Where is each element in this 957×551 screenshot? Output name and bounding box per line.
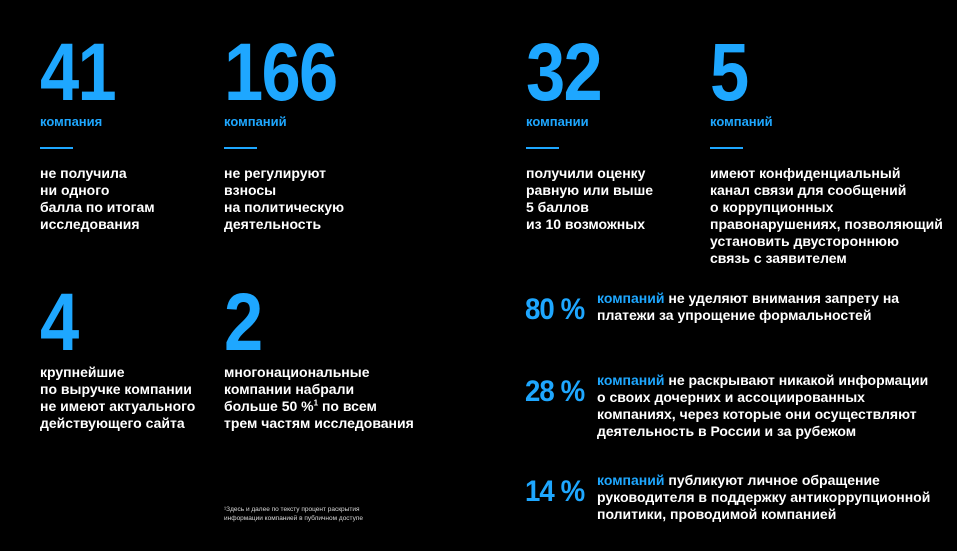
percent-highlight: компаний: [597, 372, 665, 388]
percent-highlight: компаний: [597, 472, 665, 488]
stat-description: имеют конфиденциальный канал связи для сообщений о коррупционных правонарушениях, позволяющий установить двустороннюю связь с заявителем: [710, 165, 943, 266]
percent-description: публикуют личное обращение руководителя в поддержку антикоррупционной политики, проводимой компанией: [597, 472, 931, 522]
percent-row-80: [525, 290, 937, 325]
footnote-mark: 1: [313, 398, 319, 408]
percent-value: 80 %: [525, 293, 585, 326]
accent-divider: [526, 147, 559, 149]
stat-2-companies: [224, 277, 414, 432]
percent-description: не раскрывают никакой информации о своих дочерних и ассоциированных компаниях, через которые они осуществляют деятельность в России и за рубежом: [597, 372, 929, 439]
stat-number: 4: [40, 277, 78, 368]
stat-unit: компания: [40, 114, 103, 129]
accent-divider: [224, 147, 257, 149]
percent-text: [597, 372, 937, 440]
stat-description: [224, 364, 414, 432]
stat-4-companies: [40, 277, 196, 432]
stat-number: 32: [526, 27, 602, 118]
percent-description: не уделяют внимания запрету на платежи за упрощение формальностей: [597, 290, 900, 323]
stat-description: получили оценку равную или выше 5 баллов из 10 возможных: [526, 165, 654, 232]
stat-166-companies: [224, 27, 355, 233]
percent-text: [597, 290, 937, 324]
percent-text: [597, 472, 937, 523]
footnote: ¹Здесь и далее по тексту процент раскрытия информации компанией в публичном доступе: [224, 506, 363, 522]
percent-highlight: компаний: [597, 290, 665, 306]
accent-divider: [40, 147, 73, 149]
accent-divider: [710, 147, 743, 149]
stat-unit: компаний: [224, 114, 287, 129]
stat-number: 41: [40, 27, 116, 118]
percent-value: 14 %: [525, 475, 585, 508]
stat-unit: компаний: [710, 114, 773, 129]
percent-row-28: [525, 372, 937, 440]
stat-41-companies: [40, 27, 155, 233]
percent-value: 28 %: [525, 375, 585, 408]
stat-5-companies: [710, 27, 943, 267]
stat-32-companies: [526, 27, 654, 233]
stat-description: не регулируют взносы на политическую деятельность: [224, 165, 345, 232]
stat-description-part1: многонациональные компании набрали больше 50 %: [224, 364, 370, 414]
stat-number: 5: [710, 27, 748, 118]
stat-number: 166: [224, 27, 337, 118]
stat-unit: компании: [526, 114, 589, 129]
stat-description-part2: по всем трем частям исследования: [224, 398, 414, 431]
percent-row-14: [525, 472, 937, 523]
stat-description: не получила ни одного балла по итогам исследования: [40, 165, 155, 232]
stat-number: 2: [224, 277, 262, 368]
stat-description: крупнейшие по выручке компании не имеют актуального действующего сайта: [40, 364, 196, 431]
